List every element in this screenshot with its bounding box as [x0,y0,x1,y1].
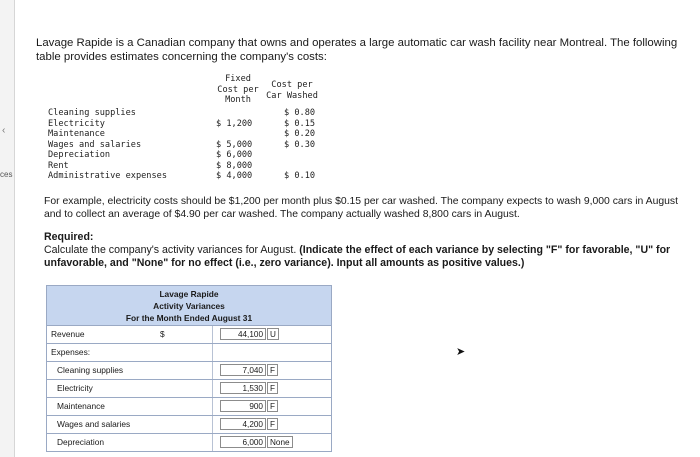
problem-intro: Lavage Rapide is a Canadian company that owns and operates a large automatic car wash facility near Montreal. The following table provides estimates concerning the company's costs: [36,37,678,63]
expense-row [47,433,331,451]
expense-effect-select[interactable]: None [267,436,293,448]
left-sidebar-strip [0,0,15,457]
fixed-cost-value: $ 8,000 [216,160,253,171]
fixed-cost-header: Fixed Cost per Month [217,74,259,105]
expenses-label: Expenses: [51,347,91,357]
cost-category: Wages and salaries [48,139,142,150]
expense-amount-input[interactable]: 4,200 [220,418,266,430]
per-car-cost-value: $ 0.15 [284,118,316,129]
required-instructions: Calculate the company's activity variances for August. (Indicate the effect of each variance by selecting "F" for favorable, "U" for unfavorable, and "None" for no effect (i.e., zero variance). Input all amounts as positive values.) [44,244,671,269]
per-car-cost-value: $ 0.20 [284,129,316,139]
expenses-header-row [47,343,331,361]
expense-effect-select[interactable]: F [267,364,278,376]
cost-category: Administrative expenses [48,171,167,181]
per-car-cost-value: $ 0.80 [284,108,316,118]
expense-amount-input[interactable]: 1,530 [220,382,266,394]
sidebar-label[interactable]: ces [0,170,13,179]
required-title: Required: [44,231,94,243]
activity-variances-report [46,285,332,452]
expense-label: Depreciation [57,437,105,447]
expense-row [47,397,331,415]
expense-row [47,415,331,433]
cost-per-car-header: Cost per Car Washed [266,80,318,101]
fixed-cost-value: $ 4,000 [216,171,253,181]
expense-label: Maintenance [57,401,105,411]
cost-category: Depreciation [48,150,111,160]
revenue-effect-select[interactable]: U [267,328,279,340]
expense-amount-input[interactable]: 6,000 [220,436,266,448]
expense-row [47,361,331,379]
cost-category: Cleaning supplies [48,108,136,118]
per-car-cost-value: $ 0.30 [284,139,316,150]
report-period: For the Month Ended August 31 [125,313,253,323]
expense-effect-select[interactable]: F [267,382,278,394]
expense-row [47,379,331,397]
expense-amount-input[interactable]: 900 [220,400,266,412]
revenue-row [47,325,331,343]
expense-label: Electricity [57,383,93,393]
collapse-arrow-icon[interactable]: ‹ [2,125,6,136]
report-header [47,286,331,325]
mouse-cursor-icon: ➤ [456,346,466,358]
fixed-cost-value: $ 1,200 [216,118,253,129]
revenue-amount-input[interactable]: 44,100 [220,328,266,340]
report-title: Activity Variances [153,301,225,311]
revenue-label: Revenue [51,329,85,339]
problem-example: For example, electricity costs should be $1,200 per month plus $0.15 per car washed. The company expects to wash 9,000 cars in August and to collect an average of $4.90 per car washed. The company actually washed 8,800 cars in August. [44,196,678,220]
cost-category: Electricity [48,118,105,129]
cost-category: Rent [48,160,69,171]
expense-label: Cleaning supplies [57,365,124,375]
fixed-cost-value: $ 5,000 [216,139,253,150]
fixed-cost-value: $ 6,000 [216,150,253,160]
expense-effect-select[interactable]: F [267,418,278,430]
currency-symbol: $ [160,329,165,339]
report-company: Lavage Rapide [159,289,219,299]
per-car-cost-value: $ 0.10 [284,171,316,181]
expense-amount-input[interactable]: 7,040 [220,364,266,376]
expense-label: Wages and salaries [57,419,131,429]
cost-estimates-table [48,74,328,186]
expense-effect-select[interactable]: F [267,400,278,412]
cost-category: Maintenance [48,129,105,139]
